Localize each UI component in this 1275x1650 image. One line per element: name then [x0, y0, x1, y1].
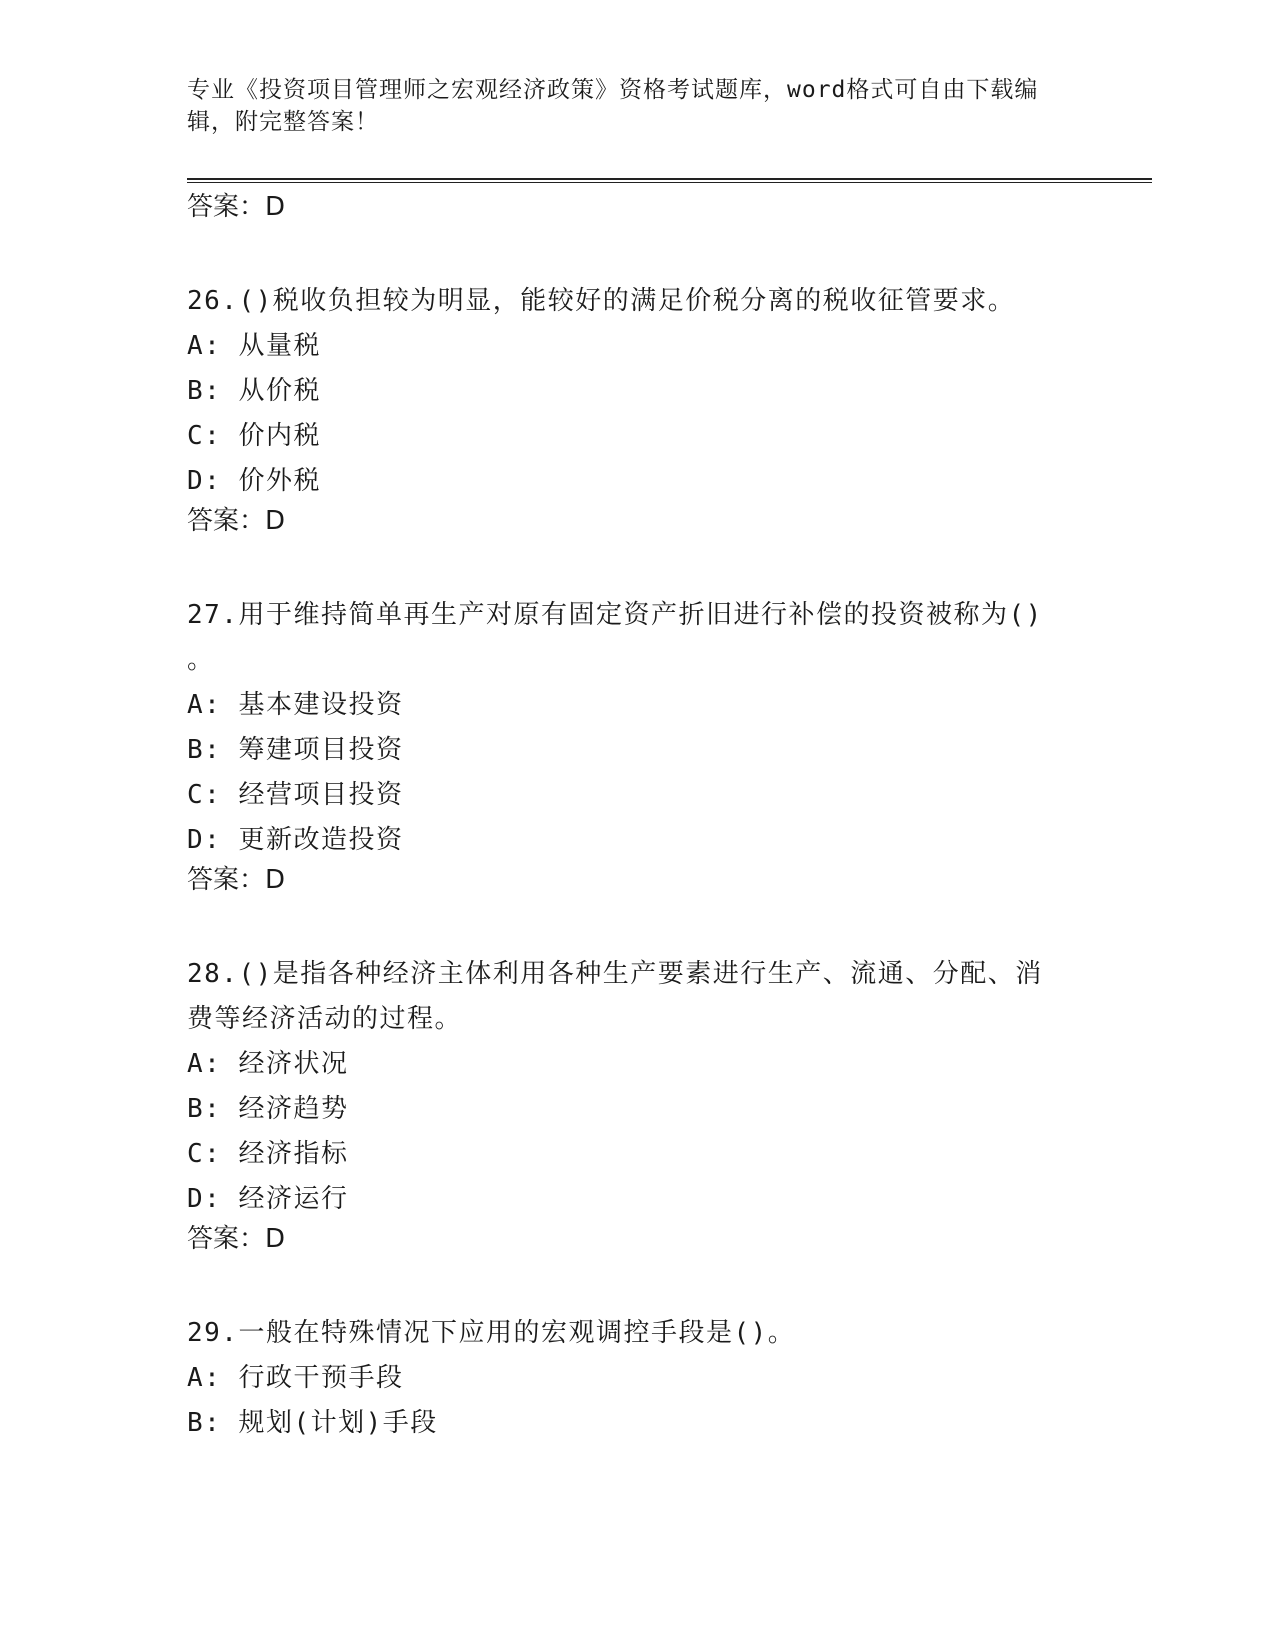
page-header	[187, 74, 1067, 138]
question-stem-cont: 费等经济活动的过程。	[187, 1004, 463, 1034]
option-c: C: 价内税	[187, 421, 321, 451]
option-a: A: 基本建设投资	[187, 690, 404, 720]
question-stem: 27.用于维持简单再生产对原有固定资产折旧进行补偿的投资被称为()	[187, 600, 1043, 630]
option-a: A: 从量税	[187, 331, 321, 361]
option-c: C: 经济指标	[187, 1139, 349, 1169]
question-29	[187, 1311, 1087, 1446]
header-line-2: 辑，附完整答案！	[187, 109, 379, 135]
option-d: D: 更新改造投资	[187, 825, 404, 855]
question-stem: 29.一般在特殊情况下应用的宏观调控手段是()。	[187, 1318, 796, 1348]
option-b: B: 规划(计划)手段	[187, 1408, 438, 1438]
answer: 答案：D	[187, 1224, 286, 1254]
spacer	[187, 224, 1087, 279]
answer-25: 答案：D	[187, 192, 286, 222]
question-stem-cont: 。	[187, 645, 215, 675]
question-stem: 28.()是指各种经济主体利用各种生产要素进行生产、流通、分配、消	[187, 959, 1043, 989]
question-28	[187, 952, 1087, 1256]
spacer	[187, 1256, 1087, 1311]
option-b: B: 经济趋势	[187, 1094, 349, 1124]
option-c: C: 经营项目投资	[187, 780, 404, 810]
spacer	[187, 897, 1087, 952]
answer: 答案：D	[187, 506, 286, 536]
question-26	[187, 279, 1087, 538]
option-a: A: 经济状况	[187, 1049, 349, 1079]
option-d: D: 价外税	[187, 466, 321, 496]
option-b: B: 筹建项目投资	[187, 735, 404, 765]
question-stem: 26.()税收负担较为明显，能较好的满足价税分离的税收征管要求。	[187, 286, 1016, 316]
header-line-1: 专业《投资项目管理师之宏观经济政策》资格考试题库，word格式可自由下载编	[187, 77, 1039, 103]
spacer	[187, 538, 1087, 593]
option-d: D: 经济运行	[187, 1184, 349, 1214]
answer: 答案：D	[187, 865, 286, 895]
document-body	[187, 190, 1087, 1446]
header-rule	[187, 178, 1152, 183]
question-27	[187, 593, 1087, 897]
option-b: B: 从价税	[187, 376, 321, 406]
option-a: A: 行政干预手段	[187, 1363, 404, 1393]
